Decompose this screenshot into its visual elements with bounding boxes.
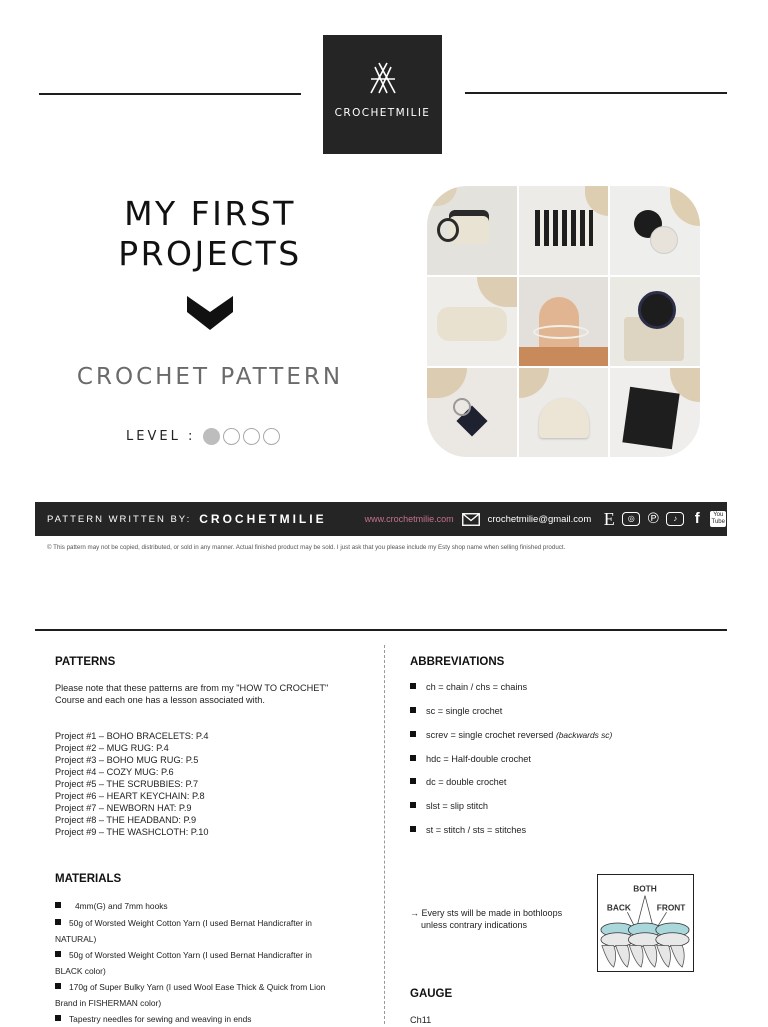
coaster-photo bbox=[610, 186, 700, 275]
bullet-icon bbox=[410, 683, 416, 689]
loops-note-line-1: → Every sts will be made in bothloops bbox=[410, 908, 563, 918]
bullet-icon bbox=[55, 1015, 61, 1021]
list-item: Project #1 – BOHO BRACELETS: P.4 bbox=[55, 731, 209, 741]
bullet-icon bbox=[410, 707, 416, 713]
abbreviation-item: screv = single crochet reversed (backwards sc) bbox=[410, 730, 612, 740]
mug-rug-photo bbox=[519, 186, 609, 275]
abbreviation-item: dc = double crochet bbox=[410, 777, 506, 787]
level-dot-empty bbox=[263, 428, 280, 445]
bullet-icon bbox=[410, 802, 416, 808]
bullet-icon bbox=[55, 951, 61, 957]
abbreviation-item: sc = single crochet bbox=[410, 706, 502, 716]
abbreviation-item: hdc = Half-double crochet bbox=[410, 754, 531, 764]
tiktok-icon[interactable]: ♪ bbox=[666, 512, 684, 526]
patterns-note-line-2: Course and each one has a lesson associated with. bbox=[55, 695, 265, 705]
gauge-heading: GAUGE bbox=[410, 988, 453, 1000]
patterns-heading: PATTERNS bbox=[55, 656, 116, 668]
logo-brand-name: CROCHETMILIE bbox=[334, 107, 431, 119]
gauge-first-line: Ch11 bbox=[410, 1015, 432, 1025]
loops-diagram bbox=[597, 874, 694, 972]
list-item: Project #7 – NEWBORN HAT: P.9 bbox=[55, 803, 192, 813]
bullet-icon bbox=[410, 778, 416, 784]
top-right-rule bbox=[465, 92, 727, 94]
level-dot-empty bbox=[223, 428, 240, 445]
top-left-rule bbox=[39, 93, 301, 95]
title-line-2: PROJECTS bbox=[118, 234, 302, 273]
email-link[interactable]: crochetmilie@gmail.com bbox=[487, 513, 592, 525]
envelope-icon bbox=[462, 513, 480, 526]
materials-heading: MATERIALS bbox=[55, 873, 122, 885]
section-rule bbox=[35, 629, 727, 631]
patterns-note bbox=[55, 682, 328, 706]
pinterest-icon[interactable]: ℗ bbox=[647, 510, 659, 527]
headband-photo bbox=[427, 277, 517, 366]
patterns-note-line-1: Please note that these patterns are from my "HOW TO CROCHET" bbox=[55, 683, 329, 693]
newborn-hat-photo bbox=[519, 368, 609, 457]
list-item: Project #5 – THE SCRUBBIES: P.7 bbox=[55, 779, 199, 789]
social-links bbox=[601, 510, 726, 528]
bullet-icon bbox=[410, 755, 416, 761]
column-separator bbox=[384, 645, 385, 1024]
diagram-both-label: BOTH bbox=[633, 883, 657, 894]
page-title bbox=[70, 194, 350, 274]
heart-keychain-photo bbox=[427, 368, 517, 457]
level-label: LEVEL : bbox=[126, 428, 196, 444]
mug-cozy-photo bbox=[427, 186, 517, 275]
diagram-front-label: FRONT bbox=[656, 902, 686, 913]
bullet-icon bbox=[55, 919, 61, 925]
bullet-icon bbox=[410, 731, 416, 737]
loops-note-line-2: unless contrary indications bbox=[421, 920, 528, 930]
abbreviations-heading: ABBREVIATIONS bbox=[410, 656, 505, 668]
project-photo-grid bbox=[427, 186, 700, 457]
pattern-subtitle: CROCHET PATTERN bbox=[76, 364, 344, 390]
youtube-icon[interactable]: You Tube bbox=[711, 512, 725, 525]
diagram-back-label: BACK bbox=[606, 902, 631, 913]
level-indicator bbox=[126, 425, 283, 447]
list-item: Project #3 – BOHO MUG RUG: P.5 bbox=[55, 755, 199, 765]
author-banner bbox=[35, 502, 727, 536]
bullet-icon bbox=[55, 902, 61, 908]
project-list bbox=[55, 730, 209, 838]
loops-note bbox=[410, 907, 562, 931]
abbreviation-item: ch = chain / chs = chains bbox=[410, 682, 527, 692]
bullet-icon bbox=[55, 983, 61, 989]
bullet-icon bbox=[410, 826, 416, 832]
material-item: 170g of Super Bulky Yarn (I used Wool Ease Thick & Quick from Lion Brand in FISHERMAN color) bbox=[55, 982, 326, 1008]
title-line-1: MY FIRST bbox=[124, 194, 296, 233]
material-item: 4mm(G) and 7mm hooks bbox=[55, 898, 375, 914]
facebook-icon[interactable]: f bbox=[694, 510, 700, 527]
chevron-down-icon bbox=[187, 296, 233, 330]
list-item: Project #9 – THE WASHCLOTH: P.10 bbox=[55, 827, 209, 837]
instagram-icon[interactable]: ◎ bbox=[622, 512, 640, 526]
brand-logo bbox=[323, 35, 442, 154]
abbreviation-item: st = stitch / sts = stitches bbox=[410, 825, 526, 835]
list-item: Project #8 – THE HEADBAND: P.9 bbox=[55, 815, 197, 825]
list-item: Project #4 – COZY MUG: P.6 bbox=[55, 767, 174, 777]
written-by-label: PATTERN WRITTEN BY: bbox=[47, 513, 192, 525]
website-link[interactable]: www.crochetmilie.com bbox=[364, 514, 454, 524]
level-dot-filled bbox=[203, 428, 220, 445]
coffee-coaster-photo bbox=[610, 277, 700, 366]
material-item: 50g of Worsted Weight Cotton Yarn (I used Bernat Handicrafter in BLACK color) bbox=[55, 950, 312, 976]
list-item: Project #6 – HEART KEYCHAIN: P.8 bbox=[55, 791, 205, 801]
material-item: 50g of Worsted Weight Cotton Yarn (I used Bernat Handicrafter in NATURAL) bbox=[55, 918, 312, 944]
level-dot-empty bbox=[243, 428, 260, 445]
bracelets-photo bbox=[519, 277, 609, 366]
copyright-notice: © This pattern may not be copied, distributed, or sold in any manner. Actual finished product may be sold. I just ask that you please include my Esty shop name when selling finished product. bbox=[47, 544, 566, 551]
material-item: Tapestry needles for sewing and weaving in ends bbox=[55, 1011, 375, 1027]
list-item: Project #2 – MUG RUG: P.4 bbox=[55, 743, 169, 753]
washcloth-photo bbox=[610, 368, 700, 457]
etsy-icon[interactable]: E bbox=[603, 509, 615, 529]
logo-mark-icon bbox=[367, 57, 399, 97]
abbreviation-item: slst = slip stitch bbox=[410, 801, 488, 811]
banner-brand: CROCHETMILIE bbox=[199, 512, 327, 526]
